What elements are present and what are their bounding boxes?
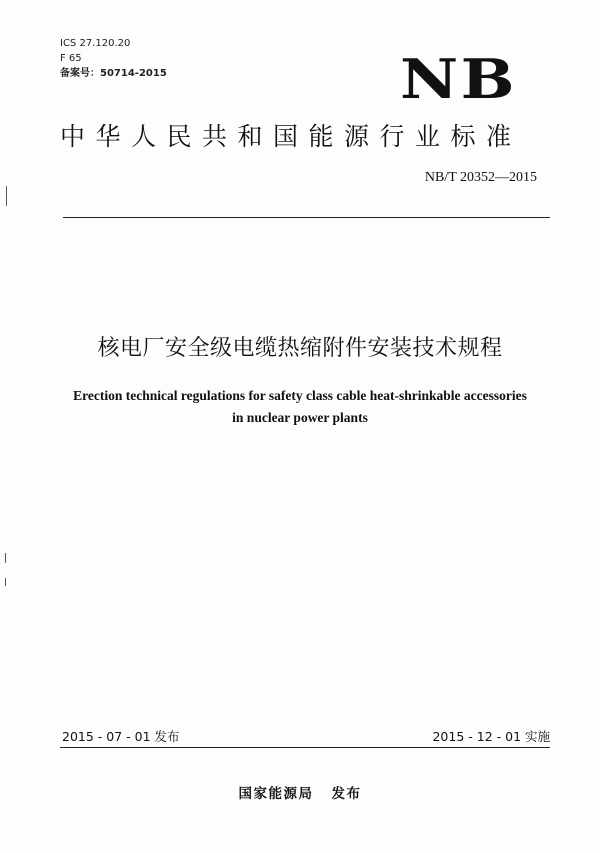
scan-mark — [5, 578, 6, 586]
scan-mark — [6, 186, 7, 206]
publisher-action: 发布 — [331, 786, 362, 802]
ccs-code: F 65 — [60, 53, 82, 64]
classification-block — [60, 36, 167, 81]
standard-number: NB/T 20352—2015 — [424, 170, 537, 185]
industry-standard-heading: 中华人民共和国能源行业标准 — [60, 122, 522, 151]
title-english-line2: in nuclear power plants — [232, 410, 368, 425]
issue-date: 2015 - 07 - 01 发布 — [62, 729, 180, 744]
scan-mark — [5, 553, 6, 563]
publisher-name: 国家能源局 — [238, 786, 314, 802]
date-row — [60, 725, 550, 748]
record-number: 备案号：50714-2015 — [60, 68, 167, 79]
ics-code: ICS 27.120.20 — [60, 38, 131, 49]
title-english-line1: Erection technical regulations for safety class cable heat-shrinkable accessories — [73, 388, 527, 403]
title-chinese: 核电厂安全级电缆热缩附件安装技术规程 — [97, 336, 503, 361]
publisher-line — [0, 782, 600, 802]
implementation-date: 2015 - 12 - 01 实施 — [432, 729, 550, 744]
nb-logo: NB — [400, 47, 517, 111]
title-english — [0, 385, 600, 429]
header-divider — [63, 217, 550, 218]
